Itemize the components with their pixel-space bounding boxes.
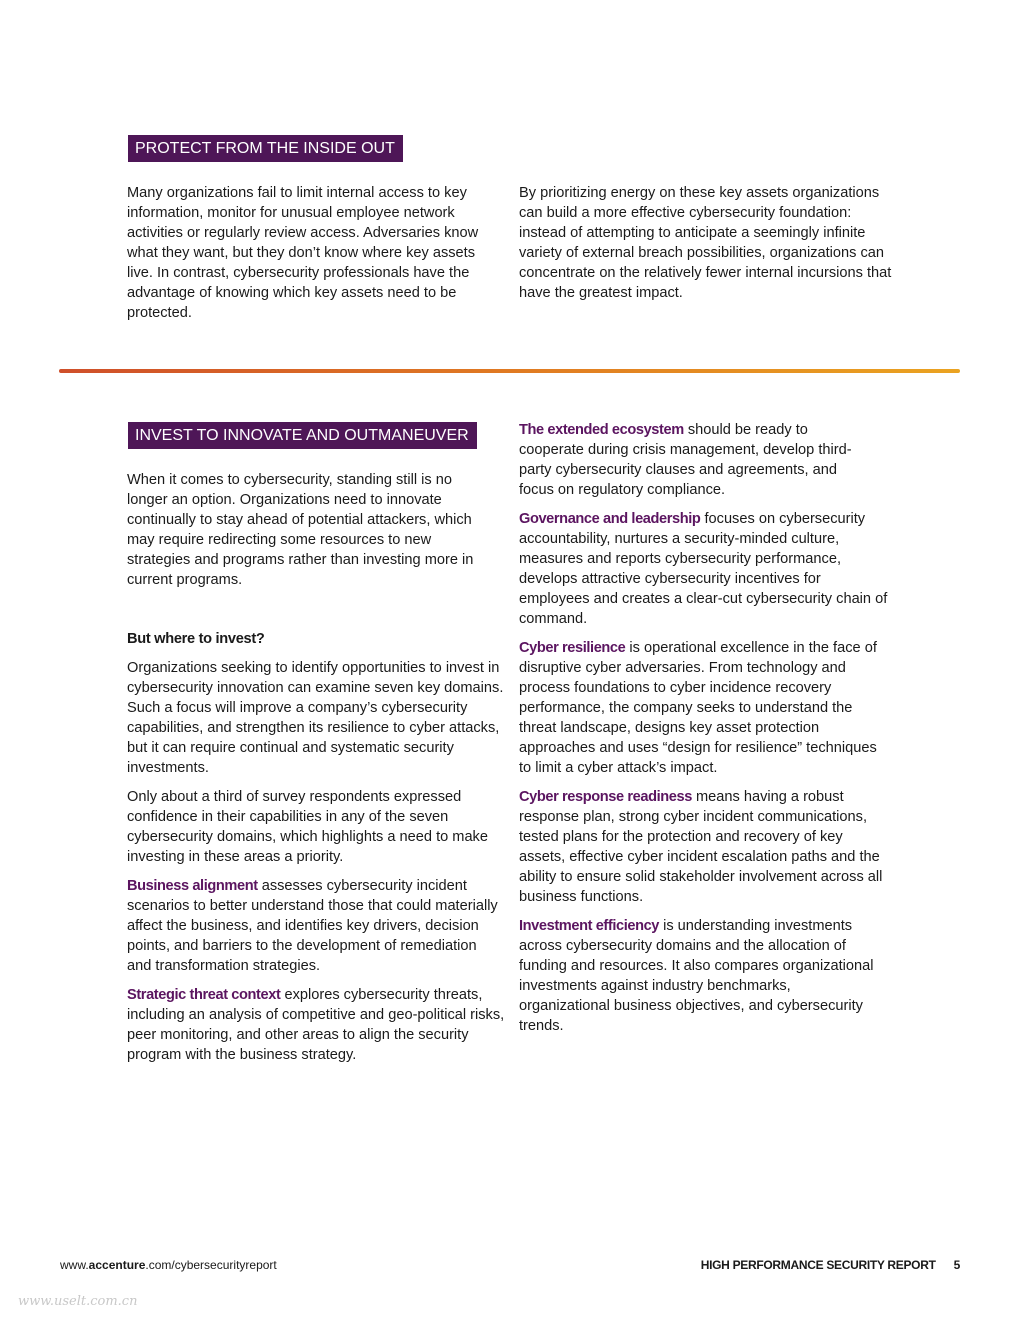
paragraph: By prioritizing energy on these key assets organizations can build a more effective cybersecurity foundation: instead of attempting to anticipate a seemingly infinite variety of external breach possibilities, organizations can concentrate on the relatively fewer internal incursions that have the greatest impact. <box>519 185 892 301</box>
page-number: 5 <box>953 1258 960 1272</box>
domain-governance-leadership: Governance and leadership focuses on cybersecurity accountability, nurtures a security-minded culture, measures and reports cybersecurity performance, develops attractive cybersecurity incentives for employees and creates a clear-cut cybersecurity chain of command. <box>519 511 888 627</box>
protect-right-column <box>519 183 894 312</box>
footer-report-info <box>701 1258 960 1272</box>
protect-left-column <box>127 183 497 332</box>
intro-paragraph: When it comes to cybersecurity, standing still is no longer an option. Organizations need to innovate continually to stay ahead of potential attackers, which may require redirecting some resources to new strategies and programs rather than investing more in current programs. <box>127 472 474 588</box>
domain-strategic-threat-context: Strategic threat context explores cybersecurity threats, including an analysis of competitive and geo-political risks, peer monitoring, and other areas to align the security program with the business strategy. <box>127 987 505 1063</box>
domain-extended-ecosystem: The extended ecosystem should be ready to cooperate during crisis management, develop third-party cybersecurity clauses and agreements, and focus on regulatory compliance. <box>519 422 852 498</box>
invest-right-column <box>519 420 889 1045</box>
footer-url[interactable]: www.accenture.com/cybersecurityreport <box>60 1258 277 1272</box>
section-heading-invest: INVEST TO INNOVATE AND OUTMANEUVER <box>128 422 477 449</box>
subheading: But where to invest? <box>127 631 265 647</box>
domain-cyber-response-readiness: Cyber response readiness means having a robust response plan, strong cyber incident communications, tested plans for the protection and recovery of key assets, effective cyber incident escalation paths and the ability to ensure solid stakeholder involvement across all business functions. <box>519 789 883 905</box>
paragraph: Many organizations fail to limit internal access to key information, monitor for unusual employee network activities or regularly review access. Adversaries know what they want, but they don’t know where key assets live. In contrast, cybersecurity professionals have the advantage of knowing which key assets need to be protected. <box>127 185 479 321</box>
domain-investment-efficiency: Investment efficiency is understanding investments across cybersecurity domains and the allocation of funding and resources. It also compares organizational investments against industry benchmarks, organizational business objectives, and cybersecurity trends. <box>519 918 874 1034</box>
section-heading-protect: PROTECT FROM THE INSIDE OUT <box>128 135 403 162</box>
domain-business-alignment: Business alignment assesses cybersecurity incident scenarios to better understand those that could materially affect the business, and identifies key drivers, decision points, and barriers to the development of remediation and transformation strategies. <box>127 878 498 974</box>
watermark: www.uselt.com.cn <box>18 1294 138 1309</box>
paragraph: Only about a third of survey respondents expressed confidence in their capabilities in any of the seven cybersecurity domains, which highlights a need to make investing in these areas a priority. <box>127 789 488 865</box>
report-title: HIGH PERFORMANCE SECURITY REPORT <box>700 1258 936 1272</box>
paragraph: Organizations seeking to identify opportunities to invest in cybersecurity innovation can examine seven key domains. Such a focus will improve a company’s cybersecurity capabilities, and strengthen its resilience to cyber attacks, but it can require continual and systematic security investments. <box>127 660 504 776</box>
invest-left-column <box>127 470 505 1074</box>
domain-cyber-resilience: Cyber resilience is operational excellence in the face of disruptive cyber adversaries. From technology and process foundations to cyber incidence recovery performance, the company seeks to understand the threat landscape, designs key asset protection approaches and uses “design for resilience” techniques to limit a cyber attack’s impact. <box>519 640 877 776</box>
section-divider <box>59 369 960 373</box>
